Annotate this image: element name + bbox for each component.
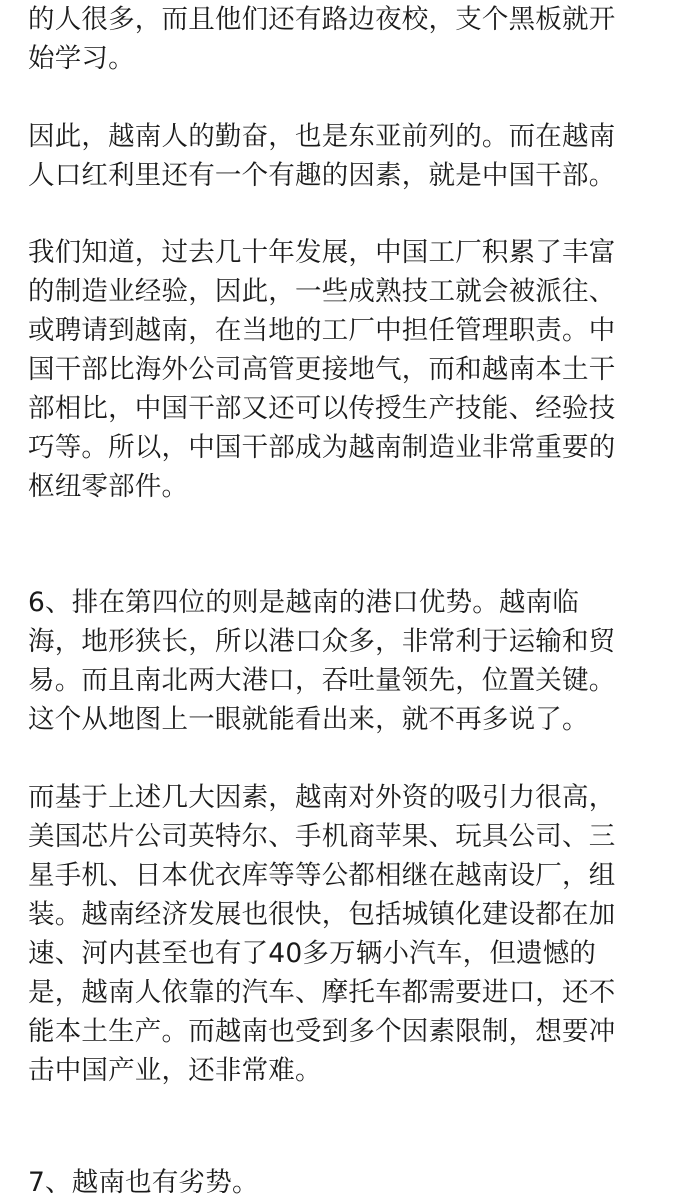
paragraph-disadvantages-heading [28,1163,259,1202]
text-line: 人口红利里还有一个有趣的因素，就是中国干部。 [28,160,616,191]
text-line: 而基于上述几大因素，越南对外资的吸引力很高， [28,782,616,813]
text-line: 击中国产业，还非常难。 [28,1055,322,1086]
text-line: 海，地形狭长，所以港口众多，非常利于运输和贸 [28,626,616,657]
text-line: 速、河内甚至也有了40多万辆小汽车，但遗憾的 [28,938,597,969]
paragraph-chinese-cadres [28,233,615,506]
text-line: 星手机、日本优衣库等等公都相继在越南设厂，组 [28,860,616,891]
text-line: 6、排在第四位的则是越南的港口优势。越南临 [28,587,580,618]
text-line: 的制造业经验，因此，一些成熟技工就会被派往、 [28,276,616,307]
text-line: 的人很多，而且他们还有路边夜校，支个黑板就开 [28,4,616,35]
paragraph-night-school [28,0,615,78]
text-line: 这个从地图上一眼就能看出来，就不再多说了。 [28,704,589,735]
text-line: 国干部比海外公司高管更接地气，而和越南本土干 [28,354,616,385]
paragraph-port-advantage [28,583,615,739]
text-line: 能本土生产。而越南也受到多个因素限制，想要冲 [28,1016,616,1047]
text-line: 7、越南也有劣势。 [28,1167,259,1198]
text-line: 易。而且南北两大港口，吞吐量领先，位置关键。 [28,665,616,696]
text-line: 我们知道，过去几十年发展，中国工厂积累了丰富 [28,237,616,268]
text-line: 是，越南人依靠的汽车、摩托车都需要进口，还不 [28,977,616,1008]
paragraph-foreign-investment [28,778,615,1090]
text-line: 装。越南经济发展也很快，包括城镇化建设都在加 [28,899,616,930]
text-line: 始学习。 [28,43,135,74]
text-line: 因此，越南人的勤奋，也是东亚前列的。而在越南 [28,121,616,152]
text-line: 部相比，中国干部又还可以传授生产技能、经验技 [28,393,616,424]
paragraph-diligence [28,117,615,195]
text-line: 美国芯片公司英特尔、手机商苹果、玩具公司、三 [28,821,616,852]
text-line: 枢纽零部件。 [28,471,189,502]
text-line: 巧等。所以，中国干部成为越南制造业非常重要的 [28,432,616,463]
text-line: 或聘请到越南，在当地的工厂中担任管理职责。中 [28,315,616,346]
